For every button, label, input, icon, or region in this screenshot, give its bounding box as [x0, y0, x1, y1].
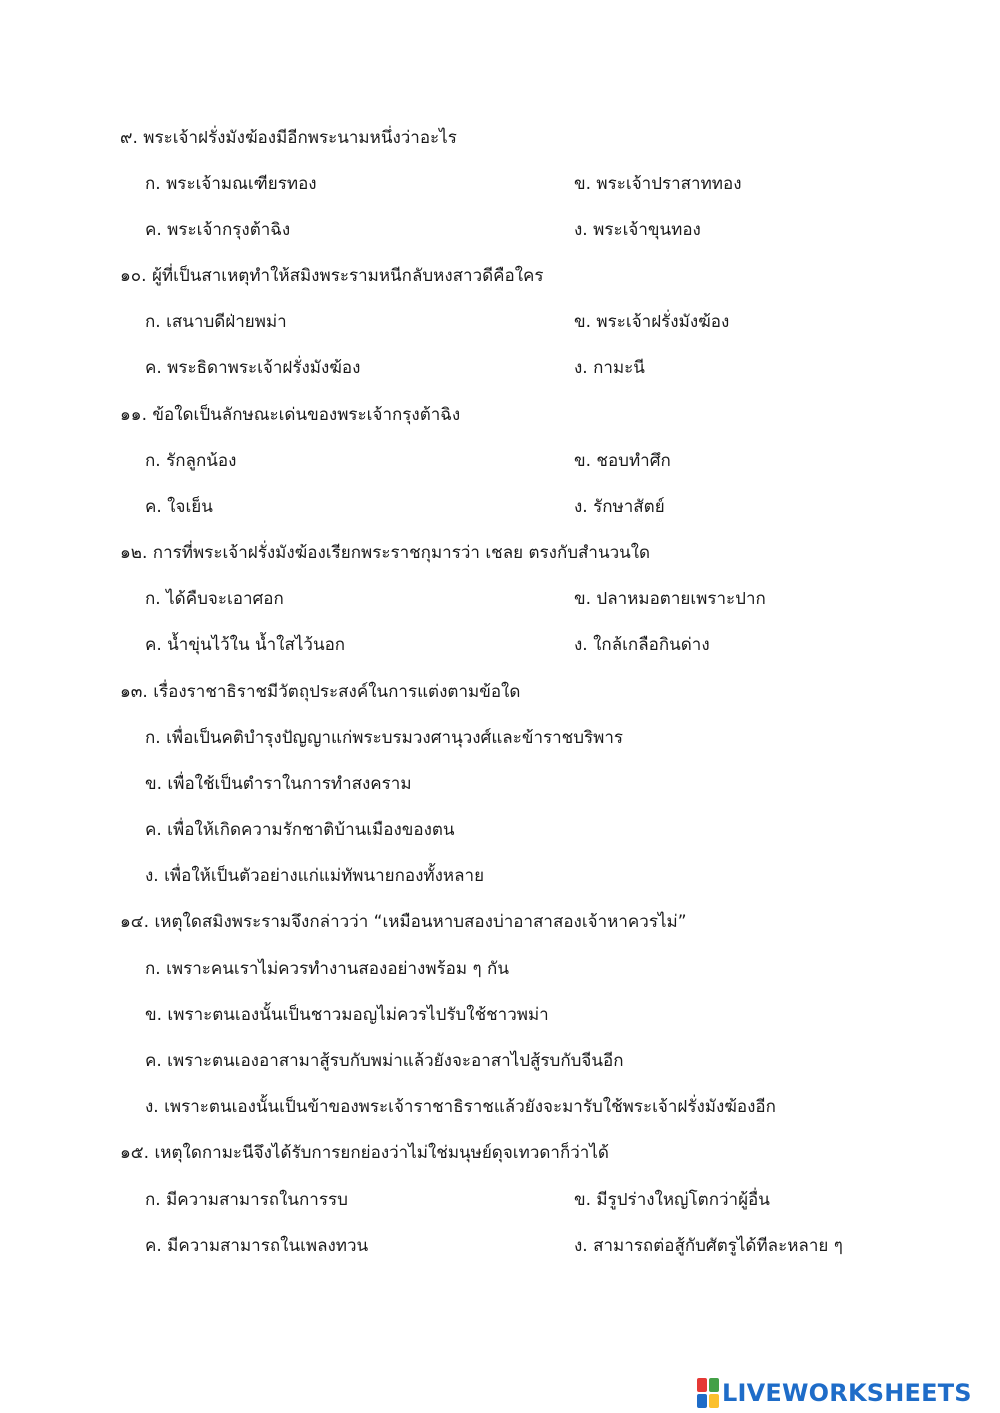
question-11-option-a: ก. รักลูกน้อง — [145, 451, 237, 471]
question-15-option-b: ข. มีรูปร่างใหญ่โตกว่าผู้อื่น — [574, 1190, 770, 1210]
question-12-option-b: ข. ปลาหมอตายเพราะปาก — [574, 589, 766, 609]
question-11-option-c: ค. ใจเย็น — [145, 497, 213, 517]
question-14-option-d: ง. เพราะตนเองนั้นเป็นข้าของพระเจ้าราชาธิราชแล้วยังจะมารับใช้พระเจ้าฝรั่งมังฆ้องอีก — [145, 1097, 776, 1117]
question-9-option-c: ค. พระเจ้ากรุงต้าฉิง — [145, 220, 291, 240]
question-15-option-d: ง. สามารถต่อสู้กับศัตรูได้ทีละหลาย ๆ — [574, 1236, 843, 1256]
question-9: ๙. พระเจ้าฝรั่งมังฆ้องมีอีกพระนามหนึ่งว่าอะไร — [120, 128, 457, 148]
question-10: ๑๐. ผู้ที่เป็นสาเหตุทำให้สมิงพระรามหนีกลับหงสาวดีคือใคร — [120, 266, 544, 286]
question-15-option-a: ก. มีความสามารถในการรบ — [145, 1190, 348, 1210]
question-13-option-c: ค. เพื่อให้เกิดความรักชาติบ้านเมืองของตน — [145, 820, 455, 840]
question-9-option-b: ข. พระเจ้าปราสาททอง — [574, 174, 742, 194]
question-14-option-b: ข. เพราะตนเองนั้นเป็นชาวมอญไม่ควรไปรับใช้ชาวพม่า — [145, 1005, 549, 1025]
liveworksheets-logo — [697, 1376, 993, 1410]
question-13-option-a: ก. เพื่อเป็นคติบำรุงปัญญาแก่พระบรมวงศานุวงศ์และข้าราชบริพาร — [145, 728, 624, 748]
question-10-option-a: ก. เสนาบดีฝ่ายพม่า — [145, 312, 287, 332]
question-12-option-c: ค. น้ำขุ่นไว้ใน น้ำใสไว้นอก — [145, 635, 346, 655]
liveworksheets-logo-icon — [697, 1378, 719, 1408]
liveworksheets-logo-text: LIVEWORKSHEETS — [722, 1379, 972, 1407]
question-15-option-c: ค. มีความสามารถในเพลงทวน — [145, 1236, 369, 1256]
question-13-option-b: ข. เพื่อใช้เป็นตำราในการทำสงคราม — [145, 774, 412, 794]
question-15: ๑๕. เหตุใดกามะนีจึงได้รับการยกย่องว่าไม่ใช่มนุษย์ดุจเทวดาก็ว่าได้ — [120, 1143, 609, 1163]
question-10-option-b: ข. พระเจ้าฝรั่งมังฆ้อง — [574, 312, 730, 332]
question-14: ๑๔. เหตุใดสมิงพระรามจึงกล่าวว่า “เหมือนหาบสองบ่าอาสาสองเจ้าหาควรไม่” — [120, 912, 687, 932]
question-11-option-d: ง. รักษาสัตย์ — [574, 497, 665, 517]
question-9-option-d: ง. พระเจ้าขุนทอง — [574, 220, 701, 240]
question-12-option-d: ง. ใกล้เกลือกินด่าง — [574, 635, 710, 655]
question-12-option-a: ก. ได้คืบจะเอาศอก — [145, 589, 284, 609]
question-11: ๑๑. ข้อใดเป็นลักษณะเด่นของพระเจ้ากรุงต้าฉิง — [120, 405, 461, 425]
question-14-option-a: ก. เพราะคนเราไม่ควรทำงานสองอย่างพร้อม ๆ กัน — [145, 959, 509, 979]
question-13: ๑๓. เรื่องราชาธิราชมีวัตถุประสงค์ในการแต่งตามข้อใด — [120, 682, 521, 702]
question-14-option-c: ค. เพราะตนเองอาสามาสู้รบกับพม่าแล้วยังจะอาสาไปสู้รบกับจีนอีก — [145, 1051, 624, 1071]
question-9-option-a: ก. พระเจ้ามณเฑียรทอง — [145, 174, 317, 194]
question-13-option-d: ง. เพื่อให้เป็นตัวอย่างแก่แม่ทัพนายกองทั้งหลาย — [145, 866, 485, 886]
question-10-option-d: ง. กามะนี — [574, 358, 645, 378]
question-10-option-c: ค. พระธิดาพระเจ้าฝรั่งมังฆ้อง — [145, 358, 361, 378]
question-11-option-b: ข. ชอบทำศึก — [574, 451, 671, 471]
question-12: ๑๒. การที่พระเจ้าฝรั่งมังฆ้องเรียกพระราชกุมารว่า เชลย ตรงกับสำนวนใด — [120, 543, 651, 563]
